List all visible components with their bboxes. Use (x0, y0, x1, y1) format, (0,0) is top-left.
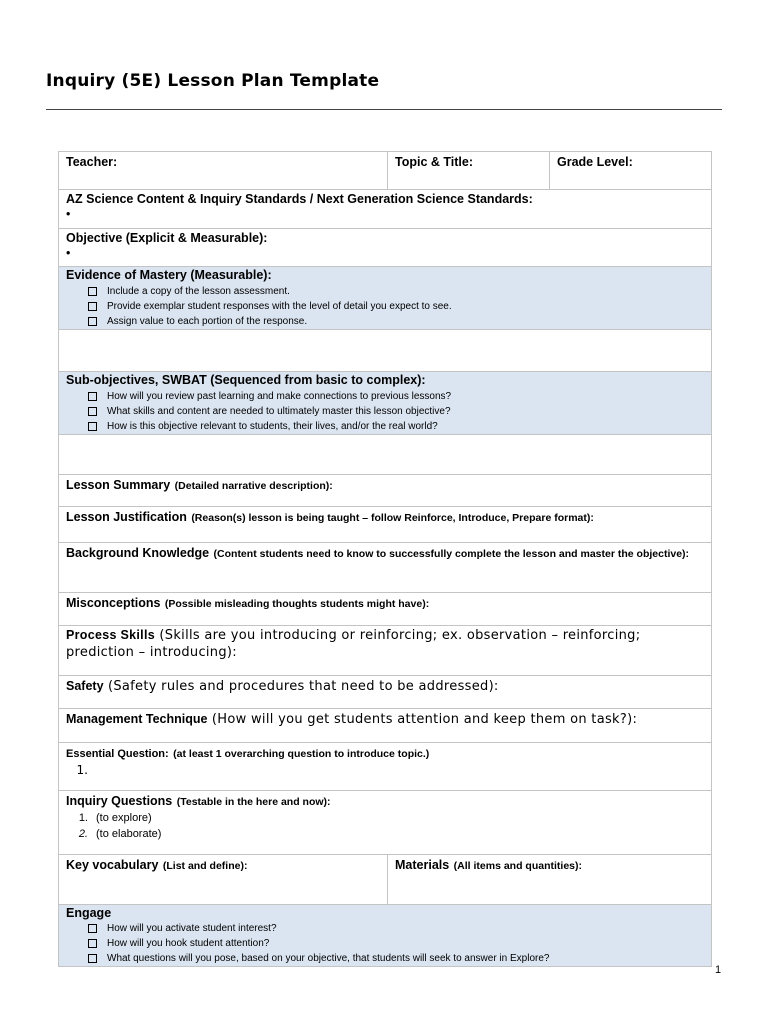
vocab-materials-row (59, 855, 712, 905)
subobjectives-checklist (88, 389, 704, 434)
engage-item-text: How will you activate student interest? (107, 923, 277, 934)
engage-checklist (88, 921, 704, 966)
inquiry-item-number: 1. (78, 812, 88, 824)
objective-bullet: • (66, 246, 71, 260)
justification-label: Lesson Justification (66, 510, 187, 524)
safety-cell[interactable] (59, 676, 712, 709)
background-note: (Content students need to know to successfully complete the lesson and master the objective): (213, 548, 690, 560)
process-skills-note: (Skills are you introducing or reinforcing; ex. observation – reinforcing; prediction – introducing): (66, 628, 641, 660)
engage-item-text: How will you hook student attention? (107, 938, 270, 949)
subobjectives-cell (59, 372, 712, 435)
background-row (59, 543, 712, 593)
materials-note: (All items and quantities): (453, 860, 582, 872)
inquiry-row (59, 791, 712, 855)
essential-question-note: (at least 1 overarching question to introduce topic.) (173, 748, 430, 760)
safety-note: (Safety rules and procedures that need to be addressed): (107, 679, 499, 694)
subobjectives-response-row (59, 435, 712, 475)
topic-cell[interactable] (388, 152, 550, 190)
checkbox-icon[interactable] (88, 924, 97, 933)
inquiry-item-text: (to elaborate) (96, 828, 162, 840)
checkbox-icon[interactable] (88, 302, 97, 311)
checkbox-icon[interactable] (88, 939, 97, 948)
page-number: 1 (715, 964, 722, 976)
subobjectives-response-cell[interactable] (59, 435, 712, 475)
inquiry-note: (Testable in the here and now): (176, 796, 331, 808)
management-note: (How will you get students attention and keep them on task?): (211, 712, 638, 727)
safety-label: Safety (66, 679, 104, 693)
engage-item (88, 921, 704, 936)
lesson-plan-table (58, 151, 712, 967)
vocab-note: (List and define): (162, 860, 248, 872)
subobjectives-label: Sub-objectives, SWBAT (Sequenced from basic to complex): (66, 373, 426, 387)
justification-cell[interactable] (59, 507, 712, 543)
management-label: Management Technique (66, 712, 208, 726)
checkbox-icon[interactable] (88, 422, 97, 431)
subobjective-item (88, 389, 704, 404)
summary-cell[interactable] (59, 475, 712, 507)
teacher-label: Teacher: (66, 155, 118, 169)
grade-cell[interactable] (550, 152, 712, 190)
materials-label: Materials (395, 858, 450, 872)
document-title: Inquiry (5E) Lesson Plan Template (46, 71, 380, 91)
subobjectives-row (59, 372, 712, 435)
evidence-response-cell[interactable] (59, 330, 712, 372)
engage-row (59, 905, 712, 967)
title-divider (46, 109, 722, 110)
engage-item (88, 936, 704, 951)
inquiry-cell[interactable] (59, 791, 712, 855)
inquiry-label: Inquiry Questions (66, 794, 173, 808)
subobjective-item-text: How will you review past learning and make connections to previous lessons? (107, 391, 452, 402)
background-label: Background Knowledge (66, 546, 210, 560)
essential-question-number: 1. (76, 763, 88, 777)
engage-item-text: What questions will you pose, based on your objective, that students will seek to answer in Explore? (107, 953, 550, 964)
standards-label: AZ Science Content & Inquiry Standards / Next Generation Science Standards: (66, 192, 533, 206)
vocab-cell[interactable] (59, 855, 388, 905)
process-skills-row (59, 626, 712, 676)
checkbox-icon[interactable] (88, 317, 97, 326)
header-row (59, 152, 712, 190)
essential-question-label: Essential Question: (66, 748, 169, 760)
misconceptions-label: Misconceptions (66, 596, 161, 610)
management-row (59, 709, 712, 743)
misconceptions-note: (Possible misleading thoughts students might have): (164, 598, 430, 610)
checkbox-icon[interactable] (88, 954, 97, 963)
safety-row (59, 676, 712, 709)
misconceptions-row (59, 593, 712, 626)
engage-cell (59, 905, 712, 967)
inquiry-item-number: 2. (78, 828, 88, 840)
inquiry-item (66, 810, 704, 826)
misconceptions-cell[interactable] (59, 593, 712, 626)
standards-bullet: • (66, 207, 71, 221)
inquiry-item (66, 826, 704, 842)
objective-row (59, 229, 712, 267)
evidence-item-text: Assign value to each portion of the response. (107, 316, 308, 327)
summary-note: (Detailed narrative description): (174, 480, 333, 492)
engage-label: Engage (66, 906, 112, 920)
evidence-item (88, 314, 704, 329)
grade-label: Grade Level: (557, 155, 633, 169)
subobjective-item-text: What skills and content are needed to ultimately master this lesson objective? (107, 406, 451, 417)
standards-row (59, 190, 712, 229)
evidence-response-row (59, 330, 712, 372)
standards-cell[interactable] (59, 190, 712, 229)
management-cell[interactable] (59, 709, 712, 743)
objective-cell[interactable] (59, 229, 712, 267)
summary-row (59, 475, 712, 507)
checkbox-icon[interactable] (88, 287, 97, 296)
topic-label: Topic & Title: (395, 155, 474, 169)
evidence-item-text: Include a copy of the lesson assessment. (107, 286, 290, 297)
evidence-checklist (88, 284, 704, 329)
subobjective-item (88, 419, 704, 434)
evidence-item-text: Provide exemplar student responses with the level of detail you expect to see. (107, 301, 452, 312)
checkbox-icon[interactable] (88, 407, 97, 416)
evidence-item (88, 284, 704, 299)
checkbox-icon[interactable] (88, 392, 97, 401)
summary-label: Lesson Summary (66, 478, 171, 492)
subobjective-item-text: How is this objective relevant to students, their lives, and/or the real world? (107, 421, 438, 432)
evidence-cell (59, 267, 712, 330)
justification-row (59, 507, 712, 543)
subobjective-item (88, 404, 704, 419)
evidence-row (59, 267, 712, 330)
teacher-cell[interactable] (59, 152, 388, 190)
background-cell[interactable] (59, 543, 712, 593)
vocab-label: Key vocabulary (66, 858, 159, 872)
engage-item (88, 951, 704, 966)
inquiry-item-text: (to explore) (96, 812, 152, 824)
evidence-item (88, 299, 704, 314)
evidence-label: Evidence of Mastery (Measurable): (66, 268, 272, 282)
objective-label: Objective (Explicit & Measurable): (66, 231, 268, 245)
materials-cell[interactable] (388, 855, 712, 905)
essential-question-row (59, 743, 712, 791)
essential-question-cell[interactable] (59, 743, 712, 791)
justification-note: (Reason(s) lesson is being taught – follow Reinforce, Introduce, Prepare format): (191, 512, 594, 524)
process-skills-label: Process Skills (66, 628, 155, 642)
process-skills-cell[interactable] (59, 626, 712, 676)
